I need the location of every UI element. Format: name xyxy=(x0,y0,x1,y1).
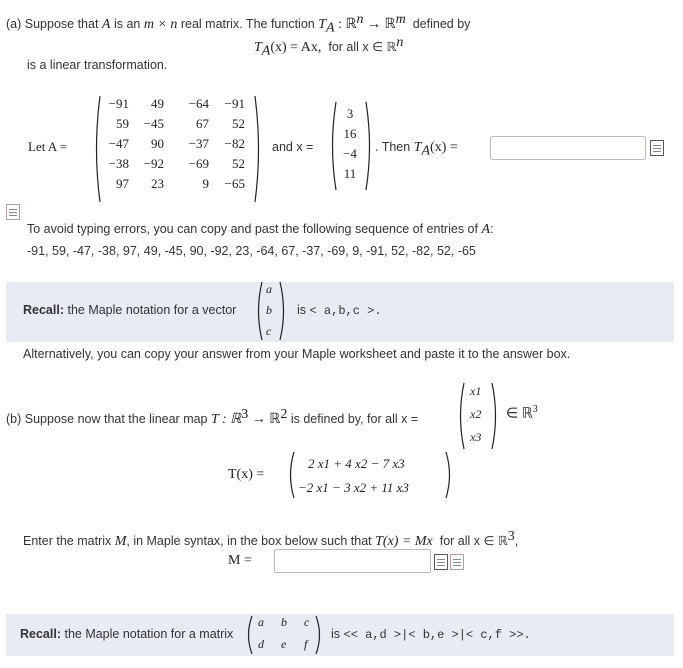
part-b-intro: (b) Suppose now that the linear map T : ℝ$^3$ → ℝ$^2$ is defined by, for all x = xyxy=(6,407,419,428)
recall-mat-e: e xyxy=(281,637,287,651)
document-icon[interactable] xyxy=(6,204,20,220)
m-label: M = xyxy=(228,553,252,568)
recall-vec-a: a xyxy=(266,282,272,296)
t-label: T(x) = xyxy=(228,467,265,482)
matrix-row xyxy=(103,174,245,194)
recall-vec-left-paren xyxy=(254,280,264,342)
recall-vec-b: b xyxy=(266,303,272,317)
matrix-a xyxy=(103,94,245,194)
maple-syntax-icon[interactable] xyxy=(650,140,664,156)
t-left-paren xyxy=(286,450,296,500)
entries-sequence: -91, 59, -47, -38, 97, 49, -45, 90, -92, 23, -64, 67, -37, -69, 9, -91, 52, -82, 52, -65 xyxy=(27,244,476,258)
matrix-cell: 59 xyxy=(116,116,129,131)
recall-vector-code: is < a,b,c >. xyxy=(297,303,382,318)
recall-mat-f: f xyxy=(304,637,308,651)
vector-x-right-paren xyxy=(364,100,374,192)
vec-x-b-right-paren xyxy=(490,381,500,451)
recall-matrix-text: Recall: the Maple notation for a matrix xyxy=(20,627,234,641)
matrix-cell: 97 xyxy=(116,176,129,191)
vector-entry: 11 xyxy=(343,166,357,181)
recall-vector-text: Recall: the Maple notation for a vector xyxy=(23,303,237,317)
matrix-cell: −37 xyxy=(188,136,209,151)
matrix-cell: −65 xyxy=(224,176,245,191)
matrix-cell: 23 xyxy=(151,176,164,191)
recall-mat-right-paren xyxy=(314,614,324,656)
matrix-cell: 67 xyxy=(196,116,209,131)
matrix-cell: −82 xyxy=(224,136,245,151)
recall-vec-right-paren xyxy=(278,280,288,342)
matrix-row xyxy=(103,154,245,174)
document-icon-b[interactable] xyxy=(450,554,464,570)
t-row-2: −2 x1 − 3 x2 + 11 x3 xyxy=(298,480,409,495)
recall-mat-b: b xyxy=(281,615,287,629)
part-a-intro: (a) Suppose that A is an m × n real matrix. The function $T_A$ : ℝ$^n$ → ℝ$^m$ defined by xyxy=(6,12,471,36)
vec-x-b-left-paren xyxy=(456,381,466,451)
linear-text: is a linear transformation. xyxy=(27,58,168,72)
matrix-cell: 9 xyxy=(202,176,209,191)
matrix-row xyxy=(103,94,245,114)
vec-x3: x3 xyxy=(470,430,482,444)
recall-mat-a: a xyxy=(258,615,264,629)
recall-matrix-code: is << a,d >|< b,e >|< c,f >>. xyxy=(331,627,531,642)
maple-syntax-icon-b[interactable] xyxy=(434,554,448,570)
answer-input-a[interactable] xyxy=(490,136,646,160)
definition-line: $T_A(x) = Ax$, for all x ∈ ℝ$^n$ xyxy=(254,35,404,59)
matrix-cell: 52 xyxy=(232,156,245,171)
vec-x2: x2 xyxy=(470,407,482,421)
t-right-paren xyxy=(444,450,454,500)
matrix-cell: −69 xyxy=(188,156,209,171)
vector-x xyxy=(338,104,362,184)
matrix-cell: −45 xyxy=(143,116,164,131)
matrix-a-right-paren xyxy=(253,94,263,204)
and-label: and x = xyxy=(272,140,314,154)
vec-x1: x1 xyxy=(470,384,482,398)
alt-text: Alternatively, you can copy your answer from your Maple worksheet and paste it to the answer box. xyxy=(23,347,571,361)
matrix-cell: 52 xyxy=(232,116,245,131)
recall-vec-c: c xyxy=(266,324,272,338)
then-label: . Then $T_A(x)$ = xyxy=(375,140,458,159)
matrix-cell: 90 xyxy=(151,136,164,151)
let-label: Let A = xyxy=(28,139,68,154)
matrix-cell: −64 xyxy=(188,96,209,111)
vector-entry: −4 xyxy=(343,146,357,161)
matrix-a-left-paren xyxy=(92,94,102,204)
matrix-row xyxy=(103,114,245,134)
copy-hint: To avoid typing errors, you can copy and past the following sequence of entries of A: xyxy=(27,222,494,237)
matrix-cell: 49 xyxy=(151,96,164,111)
answer-input-m[interactable] xyxy=(274,549,431,573)
recall-mat-left-paren xyxy=(244,614,254,656)
matrix-cell: −47 xyxy=(108,136,129,151)
vector-x-left-paren xyxy=(328,100,338,192)
matrix-cell: −91 xyxy=(108,96,129,111)
matrix-cell: −38 xyxy=(108,156,129,171)
matrix-cell: −91 xyxy=(224,96,245,111)
matrix-cell: −92 xyxy=(143,156,164,171)
matrix-row xyxy=(103,134,245,154)
t-row-1: 2 x1 + 4 x2 − 7 x3 xyxy=(308,456,405,471)
recall-mat-d: d xyxy=(258,637,264,651)
recall-mat-c: c xyxy=(304,615,310,629)
vector-entry: 3 xyxy=(346,106,354,121)
in-r3: ∈ ℝ$^3$ xyxy=(506,404,538,422)
enter-matrix-text: Enter the matrix M, in Maple syntax, in the box below such that T(x) = Mx for all x ∈ ℝ$^3$, xyxy=(23,529,519,550)
vector-entry: 16 xyxy=(343,126,357,141)
